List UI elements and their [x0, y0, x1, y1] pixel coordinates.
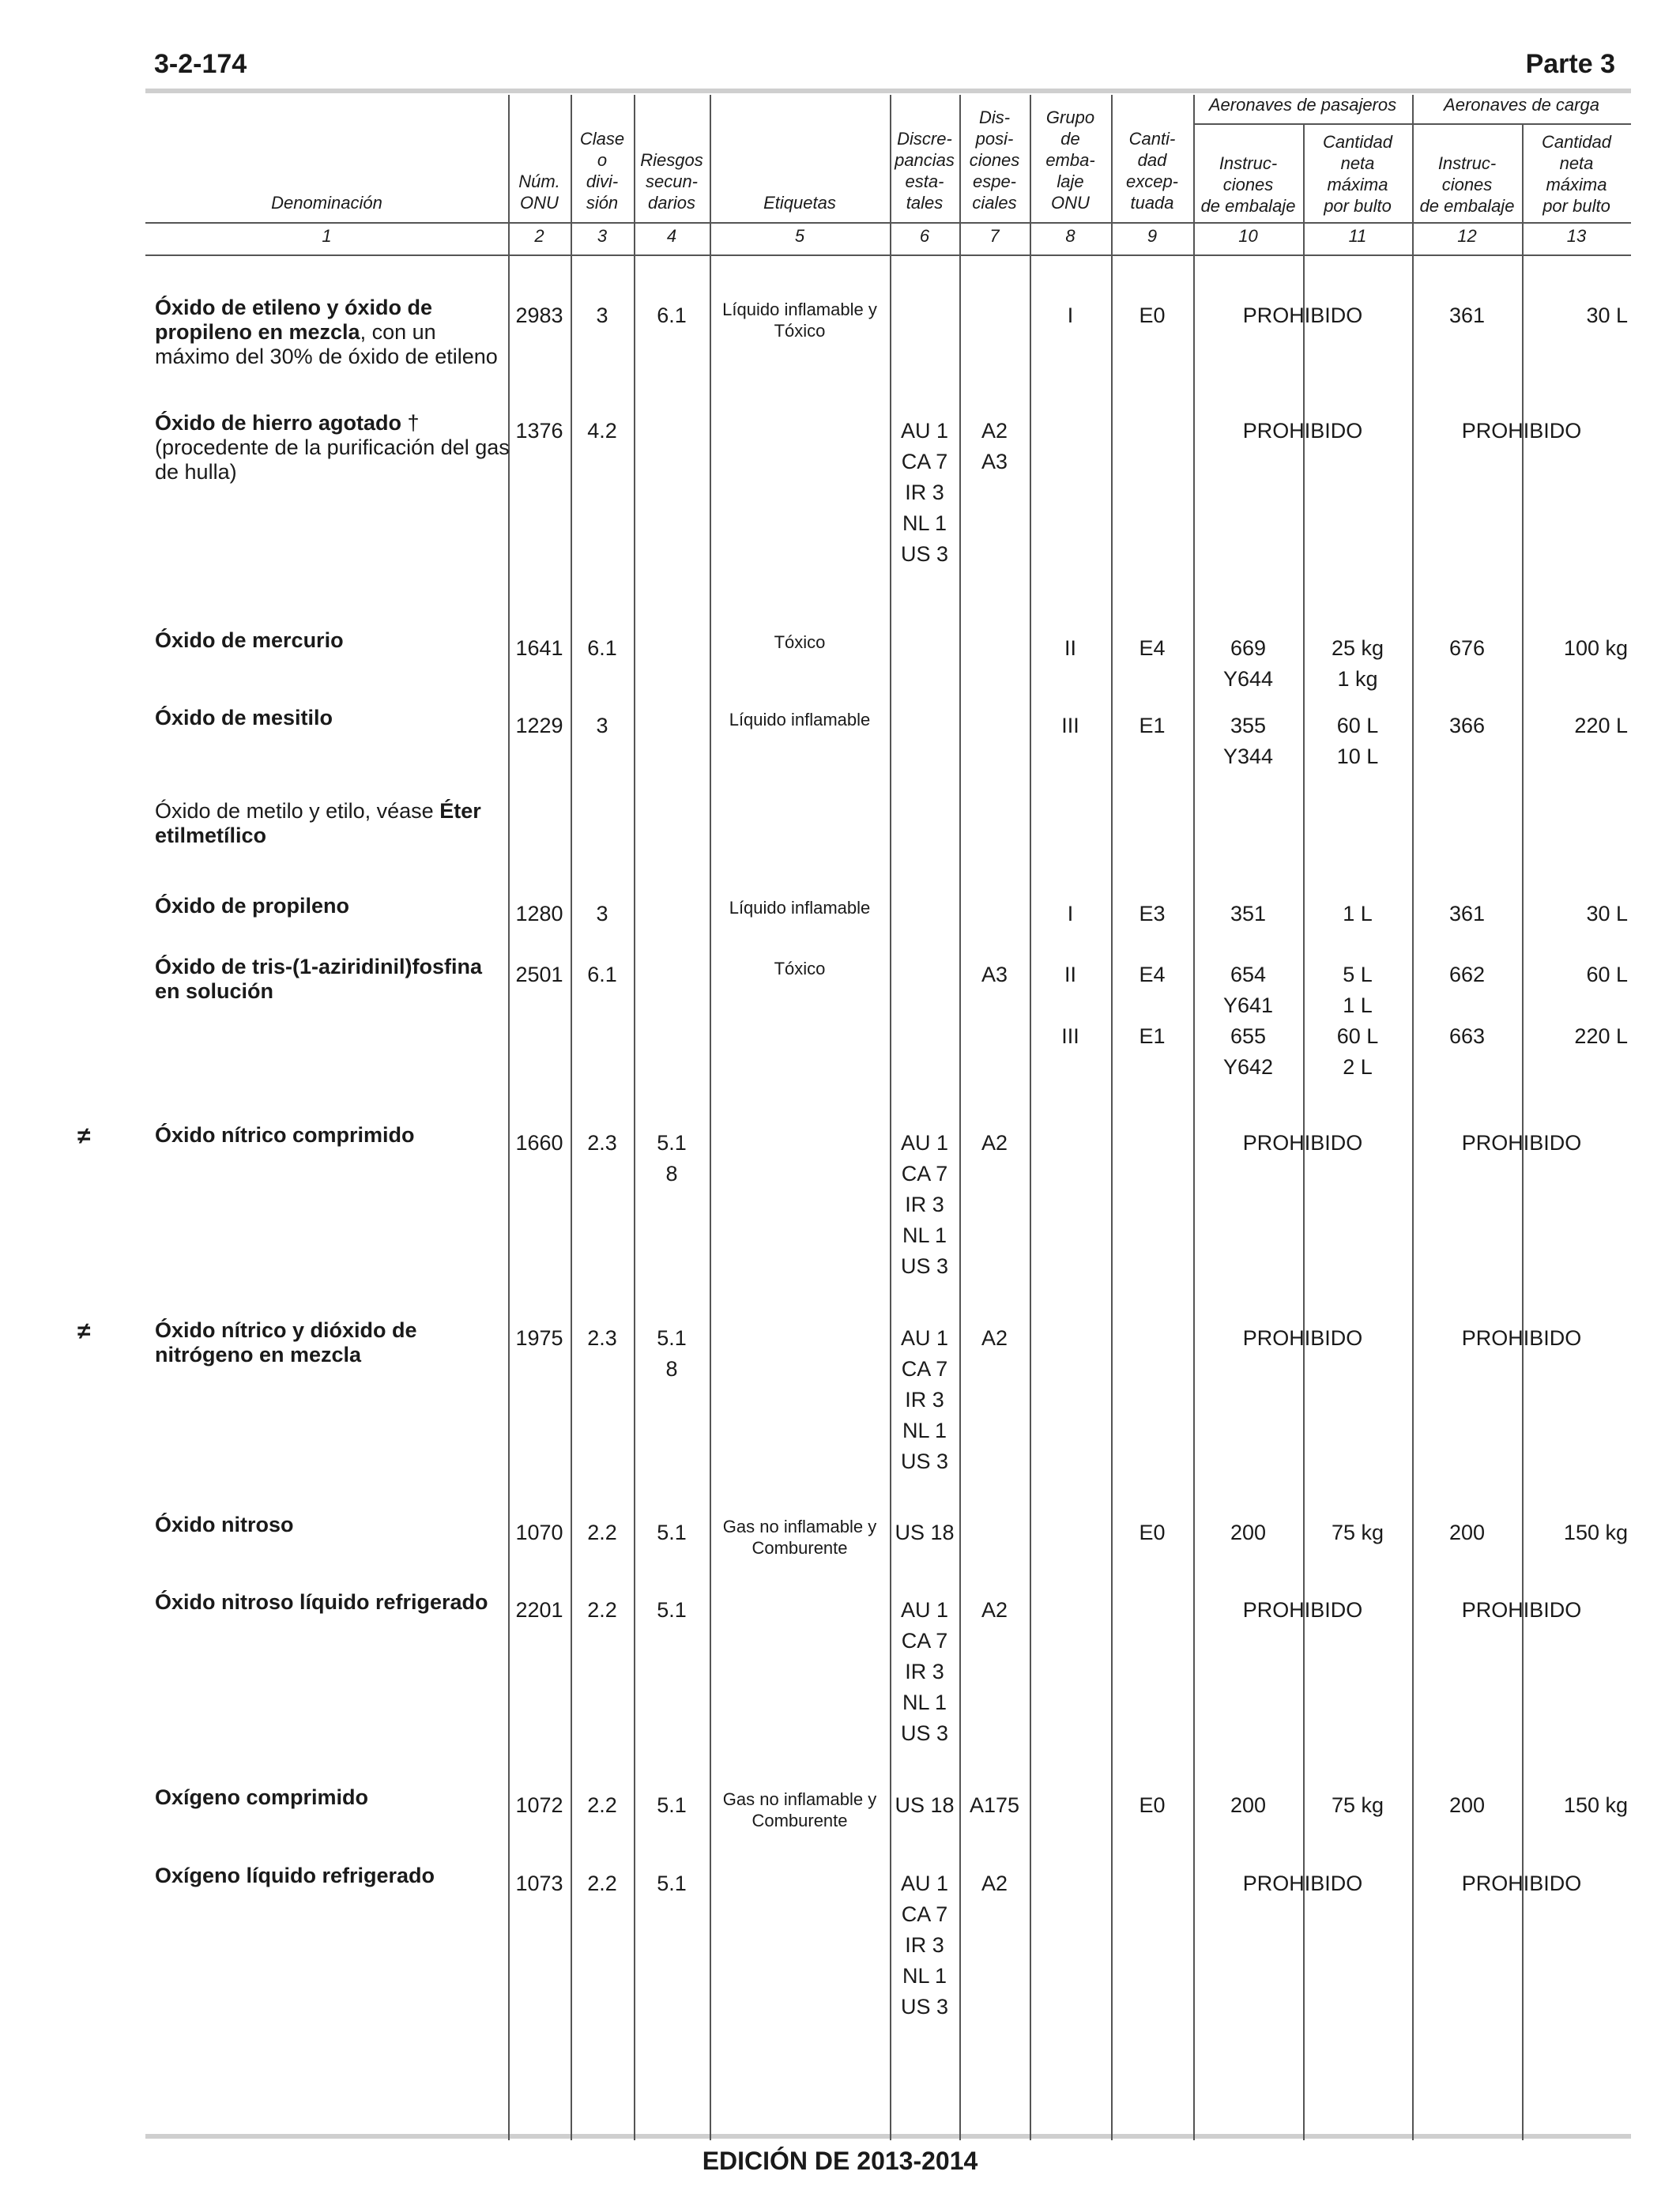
header-cantidad-exceptuada-line: dad [1137, 150, 1167, 170]
state-variation: NL 1 [902, 1223, 947, 1247]
header-instrucciones-pas-line: ciones [1222, 175, 1274, 194]
passenger-max-quantity: 5 L [1343, 963, 1373, 986]
header-cantidad-exceptuada-line: Canti- [1128, 129, 1176, 149]
column-number: 5 [794, 226, 805, 246]
state-variation: NL 1 [902, 1691, 947, 1714]
substance-name-bold: Óxido de etileno y óxido de propileno en mezcla [155, 296, 433, 344]
header-cantidad-exceptuada [1111, 128, 1193, 213]
header-cantidad-exceptuada-line: tuada [1130, 193, 1174, 213]
substance-name-bold: Óxido de propileno [155, 894, 350, 918]
column-divider [634, 95, 635, 2140]
passenger-packing-instruction: Y344 [1222, 745, 1274, 768]
header-clase [571, 128, 634, 213]
class-division: 6.1 [587, 636, 617, 660]
state-variation: US 18 [895, 1793, 955, 1817]
substance-name-bold: Óxido nítrico comprimido [155, 1123, 415, 1147]
column-divider [571, 95, 572, 2140]
header-disposiciones [959, 107, 1030, 213]
header-cantidad-neta-pas-line: máxima [1327, 175, 1388, 194]
class-division: 2.3 [587, 1326, 617, 1350]
header-discrepancias-line: pancias [895, 150, 955, 170]
subsidiary-risk: 5.1 [657, 1131, 687, 1155]
excepted-quantity: E0 [1139, 1793, 1166, 1817]
header-carga-line: Aeronaves de carga [1444, 95, 1599, 115]
header-disposiciones-line: ciones [969, 150, 1020, 170]
header-disposiciones-line: posi- [975, 129, 1014, 149]
cargo-max-quantity: 60 L [1586, 963, 1628, 986]
edition-footer: EDICIÓN DE 2013-2014 [702, 2147, 978, 2175]
cargo-packing-instruction: 663 [1448, 1024, 1486, 1048]
header-cantidad-neta-pas-line: neta [1340, 153, 1375, 173]
passenger-packing-instruction: 655 [1230, 1024, 1267, 1048]
onu-number: 1376 [515, 419, 563, 443]
special-provision: A2 [981, 1598, 1008, 1622]
class-division: 6.1 [587, 963, 617, 986]
header-riesgos-line: Riesgos [640, 150, 703, 170]
hazard-label: Tóxico [774, 632, 826, 652]
excepted-quantity: E4 [1139, 963, 1166, 986]
substance-name [155, 1785, 510, 1810]
onu-number: 1641 [515, 636, 563, 660]
state-variation: CA 7 [901, 1162, 948, 1186]
cargo-max-quantity: 220 L [1574, 1024, 1628, 1048]
change-mark: ≠ [77, 1123, 91, 1149]
header-num-onu [508, 171, 571, 213]
hazard-label: Líquido inflamable [729, 898, 871, 918]
substance-name-bold: Éter etilmetílico [155, 799, 481, 847]
column-divider [1030, 95, 1031, 2140]
header-clase-line: sión [586, 193, 619, 213]
header-riesgos-line: secun- [645, 172, 699, 191]
column-divider [1111, 95, 1113, 2140]
class-division: 2.3 [587, 1131, 617, 1155]
hazard-label: Tóxico [774, 959, 826, 978]
hazard-label: Gas no inflamable y [722, 1789, 877, 1809]
packing-group: II [1064, 963, 1076, 986]
hazard-label: Comburente [751, 1538, 848, 1558]
substance-name [155, 894, 510, 918]
substance-name-bold: Óxido de tris-(1-aziridinil)fosfina en solución [155, 955, 483, 1003]
state-variation: AU 1 [900, 1131, 949, 1155]
header-cantidad-neta-pas [1303, 131, 1412, 217]
class-division: 2.2 [587, 1793, 617, 1817]
header-cantidad-neta-car-line: por bulto [1543, 196, 1610, 216]
header-grupo-line: Grupo [1045, 107, 1095, 127]
cargo-packing-instruction: 366 [1448, 714, 1486, 737]
cargo-packing-instruction: 361 [1448, 303, 1486, 327]
cargo-packing-instruction: 676 [1448, 636, 1486, 660]
passenger-max-quantity: 1 L [1343, 993, 1373, 1017]
header-discrepancias-line: tales [906, 193, 944, 213]
column-number: 1 [322, 226, 332, 246]
state-variation: US 3 [900, 1254, 949, 1278]
excepted-quantity: E1 [1139, 714, 1166, 737]
class-division: 3 [596, 902, 608, 925]
state-variation: IR 3 [905, 481, 944, 504]
header-instrucciones-car-line: ciones [1441, 175, 1493, 194]
state-variation: CA 7 [901, 1902, 948, 1926]
header-disposiciones-line: Dis- [978, 107, 1011, 127]
header-grupo-line: de [1060, 129, 1080, 149]
cargo-max-quantity: 220 L [1574, 714, 1628, 737]
passenger-packing-instruction: Y641 [1222, 993, 1274, 1017]
excepted-quantity: E4 [1139, 636, 1166, 660]
passenger-packing-instruction: 200 [1230, 1521, 1267, 1544]
substance-name-bold: Óxido nitroso líquido refrigerado [155, 1590, 488, 1614]
passenger-max-quantity: 75 kg [1331, 1793, 1384, 1817]
cargo-packing-instruction: 361 [1448, 902, 1486, 925]
passenger-max-quantity: 60 L [1336, 714, 1379, 737]
cargo-max-quantity: 30 L [1586, 303, 1628, 327]
header-grupo-line: ONU [1051, 193, 1090, 213]
header-cantidad-neta-car-line: máxima [1546, 175, 1607, 194]
cargo-packing-instruction: 200 [1448, 1521, 1486, 1544]
packing-group: I [1067, 303, 1074, 327]
passenger-forbidden: PROHIBIDO [1242, 1131, 1363, 1155]
packing-group: III [1061, 714, 1079, 737]
onu-number: 1072 [515, 1793, 563, 1817]
passenger-packing-instruction: Y642 [1222, 1055, 1274, 1079]
substance-name-bold: Óxido nítrico y dióxido de nitrógeno en mezcla [155, 1318, 417, 1367]
header-clase-line: Clase [579, 129, 625, 149]
column-divider [1412, 95, 1414, 2140]
class-division: 2.2 [587, 1598, 617, 1622]
state-variation: AU 1 [900, 419, 949, 443]
cargo-forbidden: PROHIBIDO [1461, 1598, 1582, 1622]
header-cantidad-neta-pas-line: Cantidad [1322, 132, 1393, 152]
excepted-quantity: E3 [1139, 902, 1166, 925]
state-variation: US 3 [900, 1995, 949, 2019]
special-provision: A2 [981, 1326, 1008, 1350]
special-provision: A175 [969, 1793, 1020, 1817]
substance-name [155, 1590, 510, 1615]
passenger-max-quantity: 2 L [1343, 1055, 1373, 1079]
state-variation: CA 7 [901, 450, 948, 473]
header-discrepancias-line: Discre- [897, 129, 952, 149]
substance-name [155, 296, 510, 369]
state-variation: NL 1 [902, 1419, 947, 1442]
subsidiary-risk: 8 [665, 1162, 678, 1186]
header-instrucciones-pas [1193, 153, 1303, 217]
column-number: 12 [1457, 226, 1477, 246]
excepted-quantity: E0 [1139, 1521, 1166, 1544]
header-cantidad-neta-car-line: neta [1559, 153, 1594, 173]
class-division: 3 [596, 303, 608, 327]
onu-number: 2201 [515, 1598, 563, 1622]
substance-name-detail: , con un máximo del 30% de óxido de etileno [155, 320, 498, 368]
onu-number: 1073 [515, 1872, 563, 1895]
state-variation: CA 7 [901, 1357, 948, 1381]
state-variation: US 3 [900, 542, 949, 566]
packing-group: II [1064, 636, 1076, 660]
header-instrucciones-car-line: de embalaje [1419, 196, 1515, 216]
passenger-packing-instruction: 355 [1230, 714, 1267, 737]
substance-name-bold: Óxido de hierro agotado [155, 411, 402, 435]
onu-number: 1280 [515, 902, 563, 925]
state-variation: NL 1 [902, 511, 947, 535]
class-division: 4.2 [587, 419, 617, 443]
substance-name [155, 1513, 510, 1537]
cargo-max-quantity: 150 kg [1563, 1521, 1628, 1544]
column-divider [710, 95, 711, 2140]
state-variation: IR 3 [905, 1660, 944, 1683]
column-number: 4 [666, 226, 677, 246]
header-discrepancias [890, 128, 959, 213]
header-instrucciones-pas-line: de embalaje [1200, 196, 1296, 216]
substance-name-bold: Óxido de mesitilo [155, 706, 333, 729]
header-pasajeros-line: Aeronaves de pasajeros [1208, 95, 1397, 115]
column-divider [508, 95, 510, 2140]
header-instrucciones-car-line: Instruc- [1437, 153, 1497, 173]
subsidiary-risk: 6.1 [657, 303, 687, 327]
header-grupo [1030, 107, 1111, 213]
special-provision: A3 [981, 963, 1008, 986]
excepted-quantity: E1 [1139, 1024, 1166, 1048]
state-variation: IR 3 [905, 1193, 944, 1216]
state-variation: AU 1 [900, 1598, 949, 1622]
subsidiary-risk: 8 [665, 1357, 678, 1381]
state-variation: US 3 [900, 1449, 949, 1473]
passenger-forbidden: PROHIBIDO [1242, 1326, 1363, 1350]
state-variation: IR 3 [905, 1388, 944, 1412]
substance-name [155, 1123, 510, 1148]
header-instrucciones-pas-line: Instruc- [1219, 153, 1278, 173]
onu-number: 1070 [515, 1521, 563, 1544]
column-number: 7 [989, 226, 1000, 246]
header-cantidad-neta-car [1522, 131, 1631, 217]
cargo-packing-instruction: 200 [1448, 1793, 1486, 1817]
column-number: 11 [1348, 226, 1367, 246]
cargo-max-quantity: 150 kg [1563, 1793, 1628, 1817]
subsidiary-risk: 5.1 [657, 1326, 687, 1350]
class-division: 3 [596, 714, 608, 737]
top-rule [145, 89, 1631, 93]
cargo-max-quantity: 30 L [1586, 902, 1628, 925]
cargo-packing-instruction: 662 [1448, 963, 1486, 986]
state-variation: US 18 [895, 1521, 955, 1544]
number-rule [145, 254, 1631, 256]
header-grupo-line: laje [1057, 172, 1084, 191]
subsidiary-risk: 5.1 [657, 1598, 687, 1622]
column-number: 3 [597, 226, 608, 246]
substance-name [155, 411, 510, 484]
header-cantidad-neta-pas-line: por bulto [1324, 196, 1392, 216]
header-etiquetas [710, 192, 890, 213]
packing-group: I [1067, 902, 1074, 925]
state-variation: NL 1 [902, 1964, 947, 1988]
passenger-max-quantity: 10 L [1336, 745, 1379, 768]
passenger-forbidden: PROHIBIDO [1242, 1598, 1363, 1622]
passenger-forbidden: PROHIBIDO [1242, 419, 1363, 443]
column-number: 10 [1238, 226, 1258, 246]
substance-name-detail: † (procedente de la purificación del gas de hulla) [155, 411, 510, 484]
class-division: 2.2 [587, 1521, 617, 1544]
column-number: 13 [1566, 226, 1587, 246]
column-number: 6 [919, 226, 930, 246]
substance-name-prefix: Óxido de metilo y etilo, véase [155, 799, 440, 823]
header-pasajeros [1193, 94, 1412, 115]
substance-name [155, 955, 510, 1004]
substance-name [155, 799, 510, 848]
cargo-forbidden: PROHIBIDO [1461, 1326, 1582, 1350]
excepted-quantity: E0 [1139, 303, 1166, 327]
substance-name-bold: Óxido de mercurio [155, 628, 344, 652]
special-provision: A2 [981, 419, 1008, 443]
subsidiary-risk: 5.1 [657, 1872, 687, 1895]
special-provision: A2 [981, 1872, 1008, 1895]
header-disposiciones-line: espe- [972, 172, 1017, 191]
cargo-forbidden: PROHIBIDO [1461, 1872, 1582, 1895]
substance-name-bold: Oxígeno comprimido [155, 1785, 369, 1809]
bottom-rule [145, 2134, 1631, 2139]
passenger-forbidden: PROHIBIDO [1242, 303, 1363, 327]
substance-name [155, 628, 510, 653]
onu-number: 2501 [515, 963, 563, 986]
header-etiquetas-line: Etiquetas [763, 193, 836, 213]
header-grupo-line: emba- [1045, 150, 1095, 170]
header-discrepancias-line: esta- [905, 172, 944, 191]
column-divider [959, 95, 961, 2140]
cargo-forbidden: PROHIBIDO [1461, 1131, 1582, 1155]
column-divider [1193, 95, 1195, 2140]
hazard-label: Tóxico [774, 321, 826, 341]
state-variation: US 3 [900, 1721, 949, 1745]
special-provision: A3 [981, 450, 1008, 473]
substance-name [155, 1864, 510, 1888]
change-mark: ≠ [77, 1318, 91, 1344]
header-denominacion [145, 192, 508, 213]
hazard-label: Gas no inflamable y [722, 1517, 877, 1536]
header-clase-line: o [597, 150, 608, 170]
hazard-label: Líquido inflamable y [722, 300, 877, 319]
passenger-packing-instruction: 669 [1230, 636, 1267, 660]
hazard-label: Líquido inflamable [729, 710, 871, 729]
header-rule [145, 222, 1631, 224]
header-riesgos [634, 149, 710, 213]
header-riesgos-line: darios [648, 193, 695, 213]
subsidiary-risk: 5.1 [657, 1793, 687, 1817]
packing-group: III [1061, 1024, 1079, 1048]
onu-number: 1975 [515, 1326, 563, 1350]
passenger-max-quantity: 25 kg [1331, 636, 1384, 660]
passenger-max-quantity: 1 kg [1337, 667, 1378, 691]
onu-number: 1229 [515, 714, 563, 737]
onu-number: 1660 [515, 1131, 563, 1155]
header-denominacion-line: Denominación [271, 193, 382, 213]
passenger-forbidden: PROHIBIDO [1242, 1872, 1363, 1895]
substance-name-bold: Óxido nitroso [155, 1513, 294, 1536]
header-disposiciones-line: ciales [972, 193, 1017, 213]
passenger-packing-instruction: Y644 [1222, 667, 1274, 691]
header-clase-line: divi- [586, 172, 619, 191]
passenger-packing-instruction: 200 [1230, 1793, 1267, 1817]
state-variation: IR 3 [905, 1933, 944, 1957]
substance-name-bold: Oxígeno líquido refrigerado [155, 1864, 435, 1887]
state-variation: AU 1 [900, 1872, 949, 1895]
header-instrucciones-car [1412, 153, 1522, 217]
class-division: 2.2 [587, 1872, 617, 1895]
passenger-packing-instruction: 351 [1230, 902, 1267, 925]
header-num-onu-line: ONU [520, 193, 559, 213]
header-cantidad-exceptuada-line: excep- [1125, 172, 1179, 191]
passenger-max-quantity: 60 L [1336, 1024, 1379, 1048]
part-label: Parte 3 [1525, 49, 1615, 79]
column-number: 2 [534, 226, 544, 246]
page-number: 3-2-174 [154, 49, 247, 79]
column-number: 8 [1065, 226, 1075, 246]
substance-name [155, 1318, 510, 1367]
state-variation: CA 7 [901, 1629, 948, 1653]
special-provision: A2 [981, 1131, 1008, 1155]
hazard-label: Comburente [751, 1811, 848, 1830]
passenger-max-quantity: 1 L [1343, 902, 1373, 925]
cargo-forbidden: PROHIBIDO [1461, 419, 1582, 443]
substance-name [155, 706, 510, 730]
cargo-max-quantity: 100 kg [1563, 636, 1628, 660]
column-number: 9 [1147, 226, 1158, 246]
onu-number: 2983 [515, 303, 563, 327]
header-carga [1412, 94, 1631, 115]
header-num-onu-line: Núm. [518, 172, 560, 191]
passenger-max-quantity: 75 kg [1331, 1521, 1384, 1544]
subsidiary-risk: 5.1 [657, 1521, 687, 1544]
passenger-packing-instruction: 654 [1230, 963, 1267, 986]
column-divider [890, 95, 891, 2140]
state-variation: AU 1 [900, 1326, 949, 1350]
header-cantidad-neta-car-line: Cantidad [1541, 132, 1612, 152]
